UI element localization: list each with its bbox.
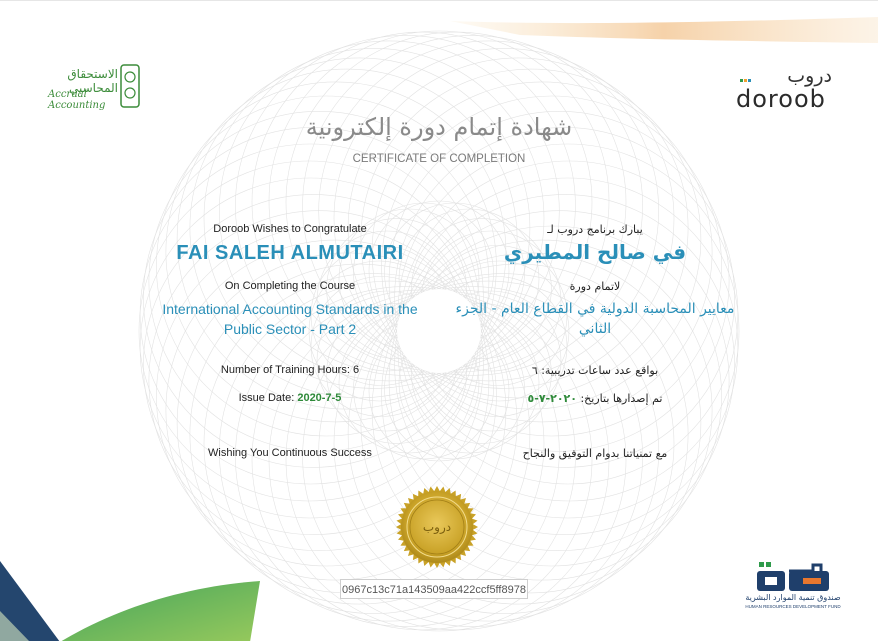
top-swoosh bbox=[450, 17, 878, 43]
gold-seal-icon bbox=[395, 485, 479, 569]
doroob-logo bbox=[736, 65, 836, 117]
issue-date-value-english: 2020-7-5 bbox=[297, 392, 342, 404]
doroob-logo-english: doroob bbox=[736, 85, 826, 113]
completing-english: On Completing the Course bbox=[224, 280, 356, 292]
completing-arabic: لاتمام دورة bbox=[569, 280, 621, 293]
issue-date-label-english: Issue Date: bbox=[238, 392, 298, 404]
seal-text: دروب bbox=[422, 520, 452, 534]
training-hours-arabic: بواقع عدد ساعات تدريبية: ٦ bbox=[531, 364, 659, 377]
wishing-english: Wishing You Continuous Success bbox=[208, 447, 372, 459]
course-title-english bbox=[140, 299, 440, 339]
certificate-code: 0967c13c71a143509aa422ccf5ff8978 bbox=[340, 579, 528, 599]
gold-seal bbox=[395, 485, 479, 569]
issue-date-english bbox=[140, 392, 440, 404]
course-title-english-line1: International Accounting Standards in the bbox=[162, 301, 418, 317]
accrual-logo-english: Accrual Accounting bbox=[48, 89, 106, 111]
course-title-arabic bbox=[440, 299, 750, 339]
accrual-logo-arabic: الاستحقاق المحاسبي bbox=[67, 67, 118, 95]
wishing-arabic: مع تمنياتنا بدوام التوفيق والنجاح bbox=[522, 447, 668, 460]
recipient-name-arabic: في صالح المطيري bbox=[503, 240, 687, 264]
course-title-english-line2: Public Sector - Part 2 bbox=[223, 321, 357, 337]
issue-date-arabic bbox=[440, 392, 750, 405]
doroob-logo-arabic: دروب bbox=[787, 65, 832, 87]
training-hours-english: Number of Training Hours: 6 bbox=[220, 364, 360, 376]
congratulate-english: Doroob Wishes to Congratulate bbox=[213, 223, 367, 235]
course-title-arabic-line2: الثاني bbox=[578, 321, 612, 337]
doroob-dots-icon bbox=[740, 79, 754, 85]
course-title-arabic-line1: معايير المحاسبة الدولية في القطاع العام - الجزء bbox=[455, 301, 735, 317]
hrdf-emblem-icon bbox=[753, 559, 833, 593]
hrdf-name-arabic: صندوق تنمية الموارد البشرية bbox=[745, 593, 841, 602]
hrdf-name-english: HUMAN RESOURCES DEVELOPMENT FUND bbox=[745, 604, 841, 609]
congratulate-arabic: يبارك برنامج دروب لـ bbox=[547, 223, 643, 236]
hrdf-logo bbox=[745, 559, 841, 609]
corner-green-shape bbox=[60, 581, 260, 641]
issue-date-label-arabic: تم إصدارها بتاريخ: bbox=[576, 392, 663, 405]
title-english: CERTIFICATE OF COMPLETION bbox=[352, 153, 526, 165]
issue-date-value-arabic: ٢٠٢٠-٧-٥ bbox=[527, 392, 577, 405]
recipient-name-english: FAI SALEH ALMUTAIRI bbox=[176, 242, 404, 264]
accrual-accounting-logo bbox=[44, 63, 144, 123]
title-arabic: شهادة إتمام دورة إلكترونية bbox=[305, 113, 573, 141]
